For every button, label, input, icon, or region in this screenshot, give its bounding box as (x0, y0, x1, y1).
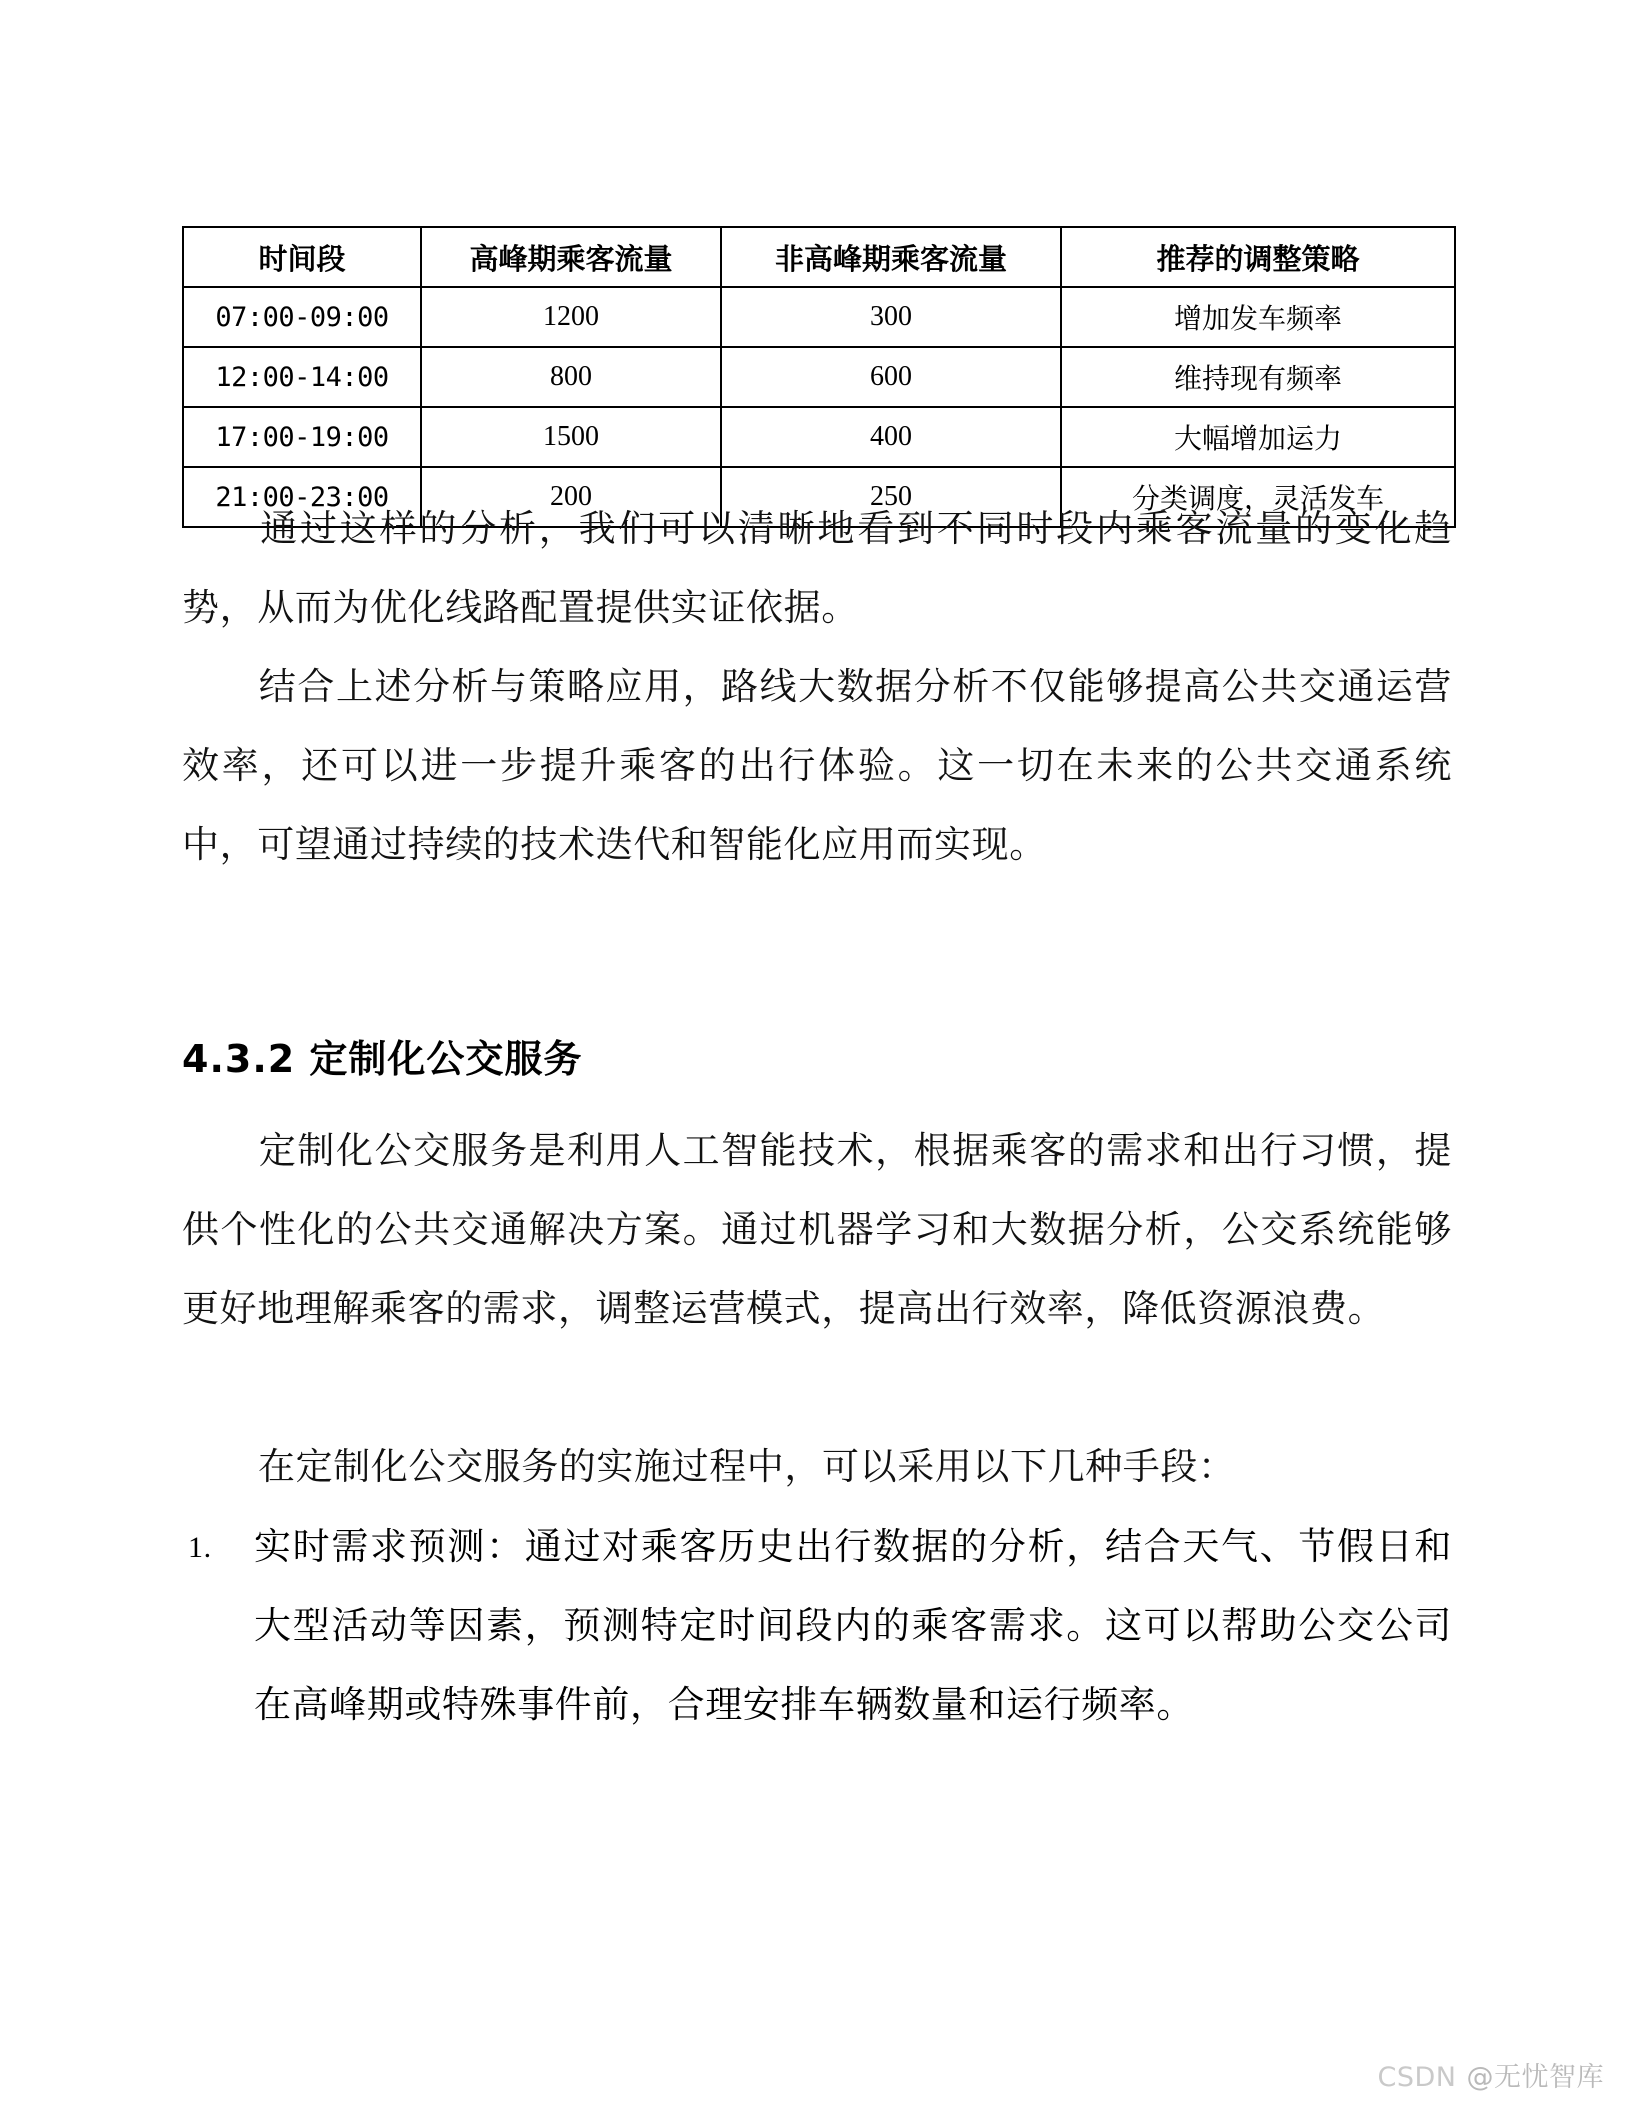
cell-peak-flow: 1200 (421, 287, 721, 347)
paragraph-text: 定制化公交服务是利用人工智能技术，根据乘客的需求和出行习惯，提供个性化的公共交通解决方案。通过机器学习和大数据分析，公交系统能够更好地理解乘客的需求，调整运营模式，提高出行效率，降低资源浪费。 (182, 1131, 1452, 1330)
cell-offpeak-flow: 250 (721, 467, 1061, 527)
table-row (183, 287, 1455, 347)
passenger-flow-table (182, 226, 1456, 528)
cell-strategy: 大幅增加运力 (1061, 407, 1455, 467)
cell-peak-flow: 200 (421, 467, 721, 527)
cell-strategy: 分类调度，灵活发车 (1061, 467, 1455, 527)
cell-time-period: 21:00-23:00 (183, 467, 421, 527)
methods-list (182, 1508, 1452, 1745)
cell-offpeak-flow: 300 (721, 287, 1061, 347)
column-header-time-period: 时间段 (183, 227, 421, 287)
column-header-strategy: 推荐的调整策略 (1061, 227, 1455, 287)
cell-peak-flow: 800 (421, 347, 721, 407)
list-item-marker: 1. (188, 1531, 212, 1564)
paragraph-text: 通过这样的分析，我们可以清晰地看到不同时段内乘客流量的变化趋势，从而为优化线路配置提供实证依据。 (182, 509, 1452, 629)
cell-time-period: 07:00-09:00 (183, 287, 421, 347)
table-row (183, 347, 1455, 407)
paragraph-strategy-conclusion (182, 648, 1452, 885)
table-header (183, 227, 1455, 287)
cell-time-period: 17:00-19:00 (183, 407, 421, 467)
table-header-row (183, 227, 1455, 287)
table-row (183, 407, 1455, 467)
paragraph-text: 在定制化公交服务的实施过程中，可以采用以下几种手段： (258, 1447, 1236, 1488)
paragraph-text: 结合上述分析与策略应用，路线大数据分析不仅能够提高公共交通运营效率，还可以进一步提升乘客的出行体验。这一切在未来的公共交通系统中，可望通过持续的技术迭代和智能化应用而实现。 (182, 667, 1452, 866)
list-item-lead: 实时需求预测： (254, 1527, 525, 1568)
list-item (182, 1508, 1452, 1745)
watermark (1378, 2055, 1604, 2094)
paragraph-analysis-summary (182, 490, 1452, 648)
column-header-peak-flow: 高峰期乘客流量 (421, 227, 721, 287)
cell-strategy: 维持现有频率 (1061, 347, 1455, 407)
cell-offpeak-flow: 400 (721, 407, 1061, 467)
column-header-offpeak-flow: 非高峰期乘客流量 (721, 227, 1061, 287)
paragraph-custom-bus-intro (182, 1112, 1452, 1349)
paragraph-methods-lead-in (182, 1428, 1452, 1507)
list-item-text: 通过对乘客历史出行数据的分析，结合天气、节假日和大型活动等因素，预测特定时间段内的乘客需求。这可以帮助公交公司在高峰期或特殊事件前，合理安排车辆数量和运行频率。 (254, 1527, 1452, 1726)
section-heading-4-3-2 (182, 1028, 582, 1083)
cell-time-period: 12:00-14:00 (183, 347, 421, 407)
cell-offpeak-flow: 600 (721, 347, 1061, 407)
passenger-flow-table-container (182, 226, 1454, 528)
cell-strategy: 增加发车频率 (1061, 287, 1455, 347)
heading-text: 4.3.2 定制化公交服务 (182, 1037, 583, 1081)
watermark-brand: CSDN (1377, 2062, 1457, 2093)
watermark-user: @无忧智库 (1466, 2062, 1604, 2093)
cell-peak-flow: 1500 (421, 407, 721, 467)
